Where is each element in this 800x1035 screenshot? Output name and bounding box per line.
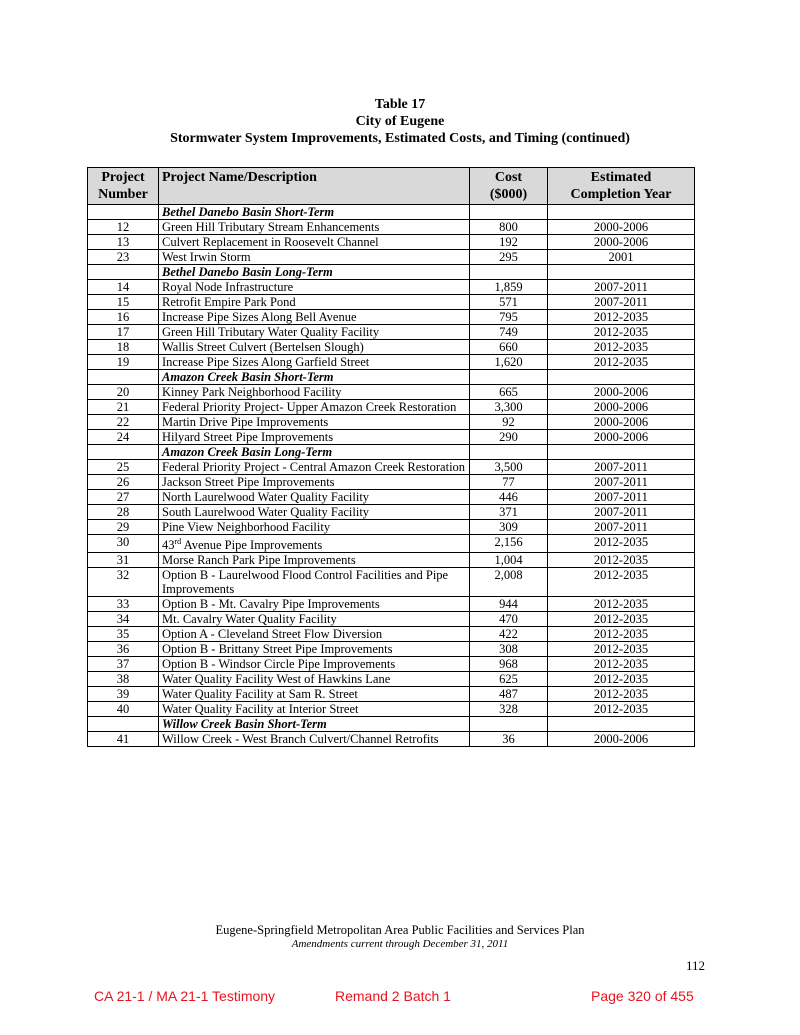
project-number-cell: 25 [88,460,159,475]
project-number-cell [88,717,159,732]
cost-cell: 295 [470,250,548,265]
completion-year-cell: 2007-2011 [548,520,695,535]
cost-cell [470,717,548,732]
project-number-cell: 17 [88,325,159,340]
project-number-cell: 30 [88,535,159,553]
table-body [88,205,695,747]
project-name-cell: Water Quality Facility at Interior Street [159,702,470,717]
cost-cell: 309 [470,520,548,535]
cost-cell [470,445,548,460]
cost-cell: 422 [470,627,548,642]
project-number-cell: 38 [88,672,159,687]
completion-year-cell [548,205,695,220]
completion-year-cell: 2007-2011 [548,295,695,310]
cost-cell: 625 [470,672,548,687]
table-row [88,250,695,265]
cost-cell: 192 [470,235,548,250]
completion-year-cell: 2000-2006 [548,220,695,235]
project-name-cell: Pine View Neighborhood Facility [159,520,470,535]
project-name-cell: Increase Pipe Sizes Along Bell Avenue [159,310,470,325]
header-year-line1: Estimated [590,170,652,185]
project-name-cell: Martin Drive Pipe Improvements [159,415,470,430]
project-number-cell: 35 [88,627,159,642]
cost-cell: 2,156 [470,535,548,553]
completion-year-cell: 2012-2035 [548,535,695,553]
section-row [88,370,695,385]
cost-cell: 371 [470,505,548,520]
header-completion-year [548,168,695,205]
project-name-cell: Option B - Laurelwood Flood Control Facilities and Pipe Improvements [159,568,470,597]
project-number-cell: 13 [88,235,159,250]
cost-cell: 944 [470,597,548,612]
section-row [88,717,695,732]
cost-cell: 749 [470,325,548,340]
cost-cell: 800 [470,220,548,235]
completion-year-cell: 2012-2035 [548,672,695,687]
cost-cell: 3,300 [470,400,548,415]
completion-year-cell: 2000-2006 [548,430,695,445]
header-year-line2: Completion Year [570,187,672,202]
project-number-cell [88,370,159,385]
header-cost-line1: Cost [494,170,523,185]
project-number-cell [88,265,159,280]
project-name-cell: Option A - Cleveland Street Flow Diversion [159,627,470,642]
header-project-number-line2: Number [98,187,148,202]
table-row [88,220,695,235]
project-name-cell: Federal Priority Project- Upper Amazon Creek Restoration [159,400,470,415]
table-row [88,505,695,520]
section-row [88,265,695,280]
table-row [88,657,695,672]
table-row [88,672,695,687]
project-name-cell: Option B - Brittany Street Pipe Improvements [159,642,470,657]
completion-year-cell [548,445,695,460]
project-number-cell: 14 [88,280,159,295]
header-cost-line2: ($000) [489,187,528,202]
cost-cell [470,370,548,385]
project-number-cell: 24 [88,430,159,445]
completion-year-cell: 2000-2006 [548,385,695,400]
project-name-cell: Water Quality Facility at Sam R. Street [159,687,470,702]
project-name-cell: Willow Creek - West Branch Culvert/Channel Retrofits [159,732,470,747]
city-name: City of Eugene [355,114,445,129]
cost-cell: 446 [470,490,548,505]
project-name-cell: Jackson Street Pipe Improvements [159,475,470,490]
project-number-cell: 41 [88,732,159,747]
section-heading: Amazon Creek Basin Short-Term [159,370,470,385]
project-number-cell: 40 [88,702,159,717]
cost-cell: 290 [470,430,548,445]
project-number-cell: 18 [88,340,159,355]
footer [0,923,800,951]
table-row [88,385,695,400]
table-row [88,475,695,490]
project-number-cell: 32 [88,568,159,597]
completion-year-cell: 2000-2006 [548,732,695,747]
table-row [88,597,695,612]
project-name-cell: Retrofit Empire Park Pond [159,295,470,310]
completion-year-cell: 2012-2035 [548,355,695,370]
table-row [88,295,695,310]
completion-year-cell [548,265,695,280]
table-row [88,340,695,355]
section-heading: Amazon Creek Basin Long-Term [159,445,470,460]
table-row [88,702,695,717]
page-number: 112 [685,958,705,973]
table-row [88,520,695,535]
project-name-cell: Increase Pipe Sizes Along Garfield Street [159,355,470,370]
stamp-case: CA 21-1 / MA 21-1 Testimony [94,988,276,1004]
cost-cell: 1,004 [470,553,548,568]
section-heading: Willow Creek Basin Short-Term [159,717,470,732]
section-heading: Bethel Danebo Basin Short-Term [159,205,470,220]
completion-year-cell: 2000-2006 [548,235,695,250]
completion-year-cell: 2012-2035 [548,310,695,325]
completion-year-cell: 2007-2011 [548,505,695,520]
table-row [88,235,695,250]
header-project-number [88,168,159,205]
completion-year-cell: 2000-2006 [548,415,695,430]
project-name-cell: North Laurelwood Water Quality Facility [159,490,470,505]
project-number-cell: 36 [88,642,159,657]
project-number-cell: 33 [88,597,159,612]
completion-year-cell: 2012-2035 [548,597,695,612]
cost-cell: 36 [470,732,548,747]
project-name-cell: Wallis Street Culvert (Bertelsen Slough) [159,340,470,355]
project-number-cell: 29 [88,520,159,535]
cost-cell [470,265,548,280]
cost-cell: 660 [470,340,548,355]
header-project-number-line1: Project [101,170,145,185]
project-number-cell: 12 [88,220,159,235]
completion-year-cell: 2012-2035 [548,568,695,597]
completion-year-cell: 2012-2035 [548,340,695,355]
table-row [88,535,695,553]
section-row [88,445,695,460]
table-row [88,355,695,370]
completion-year-cell: 2012-2035 [548,657,695,672]
project-name-cell: Water Quality Facility West of Hawkins Lane [159,672,470,687]
section-row [88,205,695,220]
cost-cell: 665 [470,385,548,400]
table-row [88,687,695,702]
header-row [88,168,695,205]
cost-cell: 92 [470,415,548,430]
table-row [88,553,695,568]
footer-amendments: Amendments current through December 31, 2011 [291,938,509,950]
project-name-cell: Green Hill Tributary Stream Enhancements [159,220,470,235]
table-row [88,460,695,475]
completion-year-cell: 2012-2035 [548,325,695,340]
project-name-cell: Option B - Mt. Cavalry Pipe Improvements [159,597,470,612]
table-row [88,642,695,657]
cost-cell: 470 [470,612,548,627]
improvements-table [87,167,695,747]
project-number-cell: 23 [88,250,159,265]
header-project-name: Project Name/Description [159,168,470,205]
completion-year-cell: 2007-2011 [548,475,695,490]
project-number-cell: 21 [88,400,159,415]
completion-year-cell: 2012-2035 [548,627,695,642]
table-row [88,400,695,415]
cost-cell: 2,008 [470,568,548,597]
project-number-cell: 20 [88,385,159,400]
stamp-batch: Remand 2 Batch 1 [335,988,451,1004]
table-row [88,280,695,295]
table-number: Table 17 [374,97,426,112]
table-row [88,325,695,340]
project-number-cell: 22 [88,415,159,430]
project-name-cell [159,535,470,553]
table-row [88,310,695,325]
completion-year-cell: 2000-2006 [548,400,695,415]
table-title [0,96,800,147]
project-name-cell: Culvert Replacement in Roosevelt Channel [159,235,470,250]
completion-year-cell: 2007-2011 [548,280,695,295]
completion-year-cell: 2012-2035 [548,642,695,657]
stamp-page: Page 320 of 455 [591,988,694,1004]
project-number-cell: 37 [88,657,159,672]
completion-year-cell: 2012-2035 [548,687,695,702]
table-row [88,732,695,747]
project-number-cell: 26 [88,475,159,490]
project-name-cell: Morse Ranch Park Pipe Improvements [159,553,470,568]
project-number-cell [88,445,159,460]
table-row [88,415,695,430]
cost-cell [470,205,548,220]
completion-year-cell: 2007-2011 [548,460,695,475]
ordinal-suffix: rd [174,537,182,546]
cost-cell: 968 [470,657,548,672]
cost-cell: 3,500 [470,460,548,475]
project-name-cell: Hilyard Street Pipe Improvements [159,430,470,445]
table-row [88,612,695,627]
project-number-cell: 34 [88,612,159,627]
completion-year-cell: 2012-2035 [548,553,695,568]
cost-cell: 308 [470,642,548,657]
completion-year-cell: 2007-2011 [548,490,695,505]
project-number-cell [88,205,159,220]
project-number-cell: 16 [88,310,159,325]
table-row [88,627,695,642]
section-heading: Bethel Danebo Basin Long-Term [159,265,470,280]
cost-cell: 328 [470,702,548,717]
project-number-cell: 31 [88,553,159,568]
project-number-cell: 15 [88,295,159,310]
cost-cell: 77 [470,475,548,490]
completion-year-cell [548,717,695,732]
project-name-cell: Option B - Windsor Circle Pipe Improvements [159,657,470,672]
cost-cell: 571 [470,295,548,310]
project-number-cell: 28 [88,505,159,520]
project-name-cell: Royal Node Infrastructure [159,280,470,295]
project-number-cell: 39 [88,687,159,702]
cost-cell: 1,620 [470,355,548,370]
project-name-cell: Mt. Cavalry Water Quality Facility [159,612,470,627]
table-row [88,490,695,505]
footer-plan-title: Eugene-Springfield Metropolitan Area Public Facilities and Services Plan [215,923,585,937]
project-name-cell: Kinney Park Neighborhood Facility [159,385,470,400]
project-name-cell: West Irwin Storm [159,250,470,265]
completion-year-cell: 2012-2035 [548,612,695,627]
project-name-cell: South Laurelwood Water Quality Facility [159,505,470,520]
project-number-cell: 19 [88,355,159,370]
cost-cell: 795 [470,310,548,325]
project-number-cell: 27 [88,490,159,505]
project-name-cell: Green Hill Tributary Water Quality Facility [159,325,470,340]
header-cost [470,168,548,205]
project-name-part: 43 [162,538,175,553]
table-row [88,430,695,445]
cost-cell: 487 [470,687,548,702]
completion-year-cell [548,370,695,385]
table-row [88,568,695,597]
table-caption: Stormwater System Improvements, Estimated Costs, and Timing (continued) [170,131,630,146]
completion-year-cell: 2001 [548,250,695,265]
cost-cell: 1,859 [470,280,548,295]
project-name-cell: Federal Priority Project - Central Amazon Creek Restoration [159,460,470,475]
completion-year-cell: 2012-2035 [548,702,695,717]
project-name-part: Avenue Pipe Improvements [181,538,323,553]
